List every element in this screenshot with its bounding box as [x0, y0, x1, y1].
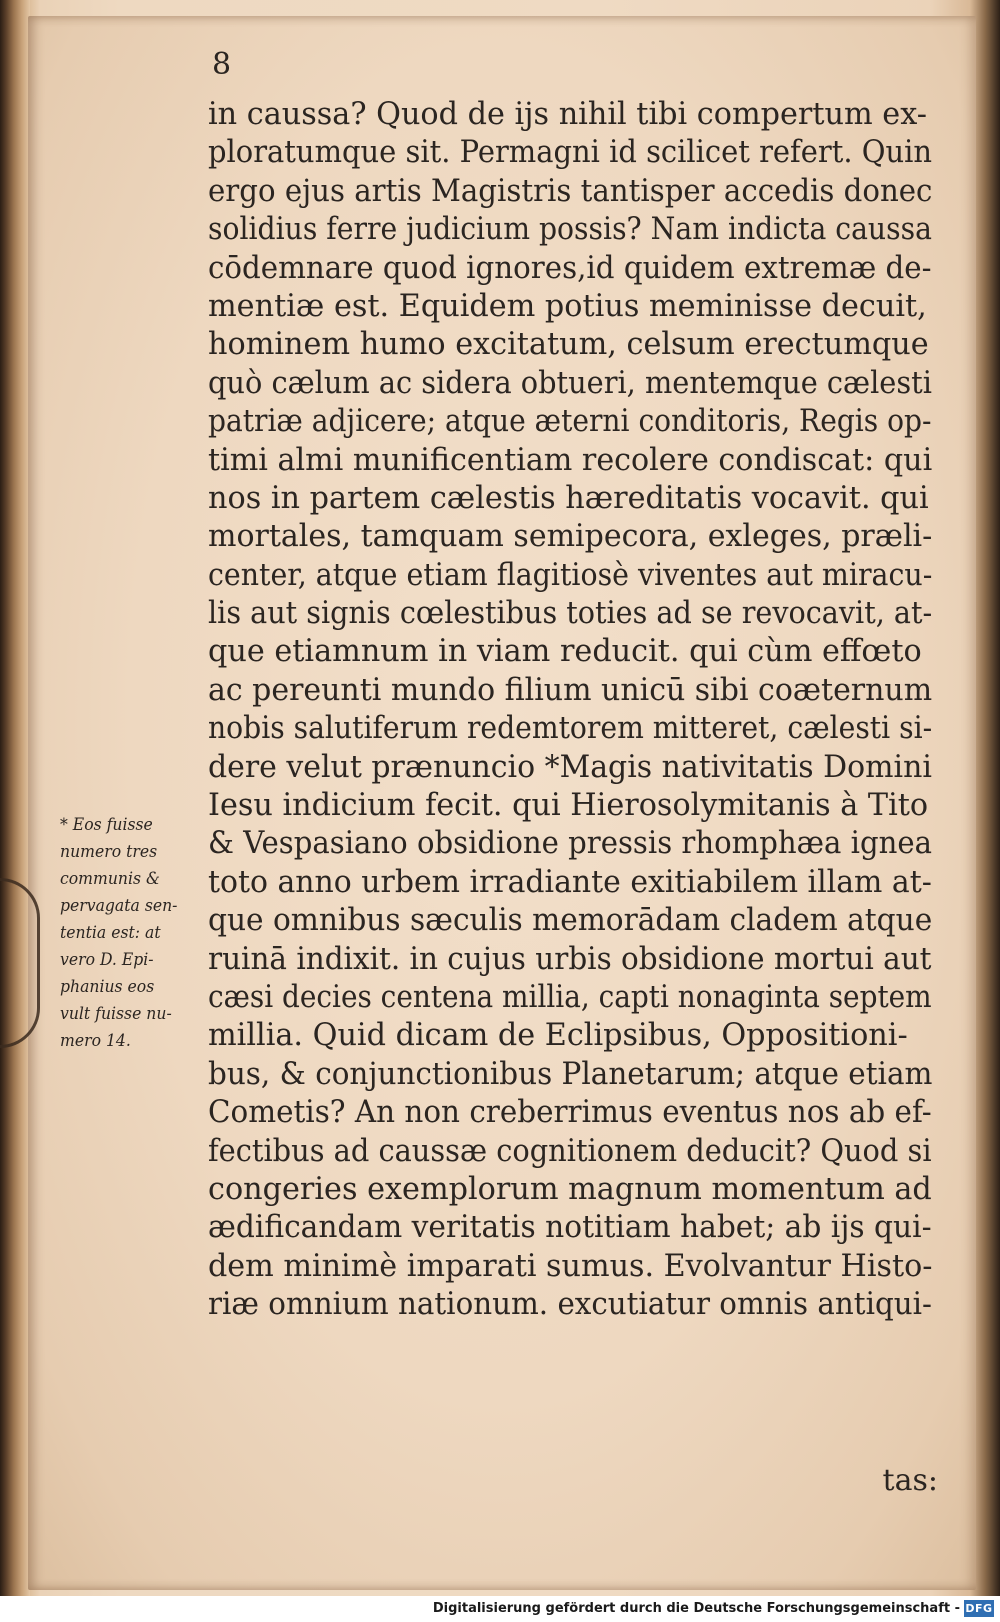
text-line: dere velut prænuncio *Magis nativitatis Domini — [208, 749, 932, 785]
margin-note-line: tentia est: at — [60, 923, 161, 943]
book-spine-edge — [0, 0, 30, 1596]
margin-note-line: communis & — [60, 869, 160, 889]
margin-note-line: vero D. Epi- — [60, 950, 154, 970]
text-line: solidius ferre judicium possis? Nam indicta caussa — [208, 212, 932, 248]
text-line: dem minimè imparati sumus. Evolvantur Histo- — [208, 1248, 933, 1284]
text-line: ergo ejus artis Magistris tantisper accedis donec — [208, 173, 933, 209]
margin-note — [60, 812, 210, 1055]
main-text-block — [208, 96, 938, 1325]
text-line: hominem humo excitatum, celsum erectumque — [208, 327, 929, 363]
text-line: & Vespasiano obsidione pressis rhomphæa ignea — [208, 826, 933, 862]
page-number: 8 — [212, 47, 232, 82]
text-line: quò cælum ac sidera obtueri, mentemque cælesti — [208, 365, 932, 401]
text-line: center, atque etiam flagitiosè viventes aut miracu- — [208, 557, 933, 593]
text-line: cōdemnare quod ignores,id quidem extremæ de- — [208, 250, 932, 286]
binding-clasp — [0, 878, 40, 1048]
margin-note-line: * Eos fuisse — [60, 815, 153, 835]
text-line: congeries exemplorum magnum momentum ad — [208, 1171, 932, 1207]
text-line: nos in partem cælestis hæreditatis vocavit. qui — [208, 480, 929, 516]
margin-note-line: numero tres — [60, 842, 158, 862]
text-line: riæ omnium nationum. excutiatur omnis antiqui- — [208, 1287, 932, 1323]
text-line: mentiæ est. Equidem potius meminisse decuit, — [208, 288, 927, 324]
text-line: in caussa? Quod de ijs nihil tibi compertum ex- — [208, 97, 927, 132]
text-line: nobis salutiferum redemtorem mitteret, cælesti si- — [208, 711, 933, 747]
margin-note-line: pervagata sen- — [60, 896, 178, 916]
text-line: que omnibus sæculis memorādam cladem atque — [208, 903, 933, 939]
text-line: bus, & conjunctionibus Planetarum; atque etiam — [208, 1056, 933, 1092]
text-line: millia. Quid dicam de Eclipsibus, Oppositioni- — [208, 1018, 908, 1054]
text-line: ædificandam veritatis notitiam habet; ab ijs qui- — [208, 1210, 932, 1246]
margin-note-line: vult fuisse nu- — [60, 1004, 172, 1024]
text-line: ruinā indixit. in cujus urbis obsidione mortui aut — [208, 941, 932, 977]
text-line: timi almi munificentiam recolere condiscat: qui — [208, 442, 933, 478]
text-line: ploratumque sit. Permagni id scilicet refert. Quin — [208, 135, 933, 171]
dfg-logo: DFG — [965, 1602, 993, 1615]
text-line: mortales, tamquam semipecora, exleges, præli- — [208, 519, 933, 555]
digitization-footer — [0, 1596, 1000, 1622]
text-line: ac pereunti mundo filium unicū sibi coæternum — [208, 672, 933, 708]
margin-note-line: mero 14. — [60, 1031, 131, 1051]
text-line: Iesu indicium fecit. qui Hierosolymitanis à Tito — [208, 788, 929, 824]
text-line: cæsi decies centena millia, capti nonaginta septem — [208, 979, 932, 1015]
catchword: tas: — [882, 1463, 938, 1498]
text-line: lis aut signis cœlestibus toties ad se revocavit, at- — [208, 596, 933, 632]
footer-credit: Digitalisierung gefördert durch die Deutsche Forschungsgemeinschaft - — [432, 1601, 960, 1616]
margin-note-line: phanius eos — [60, 977, 155, 997]
text-line: toto anno urbem irradiante exitiabilem illam at- — [208, 864, 932, 900]
text-line: fectibus ad caussæ cognitionem deducit? Quod si — [208, 1133, 932, 1169]
text-line: que etiamnum in viam reducit. qui cùm effœto — [208, 634, 922, 670]
text-line: patriæ adjicere; atque æterni conditoris, Regis op- — [208, 404, 932, 440]
text-line: Cometis? An non creberrimus eventus nos ab ef- — [208, 1095, 932, 1131]
